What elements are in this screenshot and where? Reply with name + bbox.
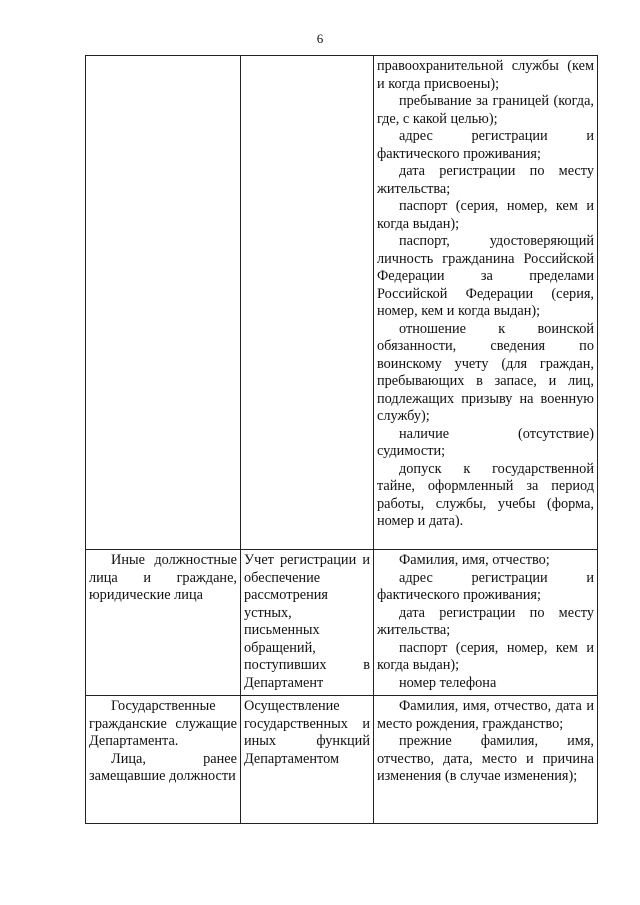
subject-category-text: Лица, ранее замещавшие должности xyxy=(89,750,237,784)
data-item: отношение к воинской обязанности, сведения по воинскому учету (для граждан, пребывающих в запасе, и лиц, подлежащих призыву на военную службу); xyxy=(377,320,594,424)
personal-data-table xyxy=(85,55,598,824)
subject-category-text: Иные должностные лица и граждане, юридические лица xyxy=(89,552,237,603)
subject-category-cell xyxy=(86,696,241,824)
data-item: правоохранительной службы (кем и когда присвоены); xyxy=(377,58,594,92)
purpose-text: Осуществление государственных и иных функций Департаментом xyxy=(244,698,370,767)
table-row xyxy=(86,550,598,696)
data-list-cell xyxy=(374,696,598,824)
subject-category-cell xyxy=(86,550,241,696)
purpose-cell xyxy=(241,696,374,824)
table-row xyxy=(86,56,598,550)
data-item: пребывание за границей (когда, где, с какой целью); xyxy=(377,93,594,127)
data-item: номер телефона xyxy=(399,674,497,691)
purpose-cell xyxy=(241,550,374,696)
data-item: адрес регистрации и фактического проживания; xyxy=(377,128,594,162)
subject-category-text: Государственные гражданские служащие Департамента. xyxy=(89,698,237,749)
purpose-cell xyxy=(241,56,374,550)
subject-category-cell xyxy=(86,56,241,550)
data-item: адрес регистрации и фактического проживания; xyxy=(377,569,594,603)
data-item: дата регистрации по месту жительства; xyxy=(377,604,594,638)
data-item: паспорт, удостоверяющий личность гражданина Российской Федерации за пределами Российской Федерации (серия, номер, кем и когда выдан); xyxy=(377,233,594,319)
data-item: паспорт (серия, номер, кем и когда выдан); xyxy=(377,639,594,673)
data-list-cell xyxy=(374,550,598,696)
page-number: 6 xyxy=(316,31,324,46)
data-item: прежние фамилия, имя, отчество, дата, место и причина изменения (в случае изменения); xyxy=(377,733,594,784)
data-item: паспорт (серия, номер, кем и когда выдан); xyxy=(377,198,594,232)
table-row xyxy=(86,696,598,824)
data-list-cell xyxy=(374,56,598,550)
data-item: наличие (отсутствие) судимости; xyxy=(377,425,594,459)
data-item: Фамилия, имя, отчество, дата и место рождения, гражданство; xyxy=(377,698,594,732)
data-item: допуск к государственной тайне, оформленный за период работы, службы, учебы (форма, номер и дата). xyxy=(377,460,594,529)
data-item: дата регистрации по месту жительства; xyxy=(377,163,594,197)
data-item: Фамилия, имя, отчество; xyxy=(399,552,550,568)
purpose-text: Учет регистрации и обеспечение рассмотрения устных, письменных обращений, поступивших в Департамент xyxy=(244,552,370,691)
